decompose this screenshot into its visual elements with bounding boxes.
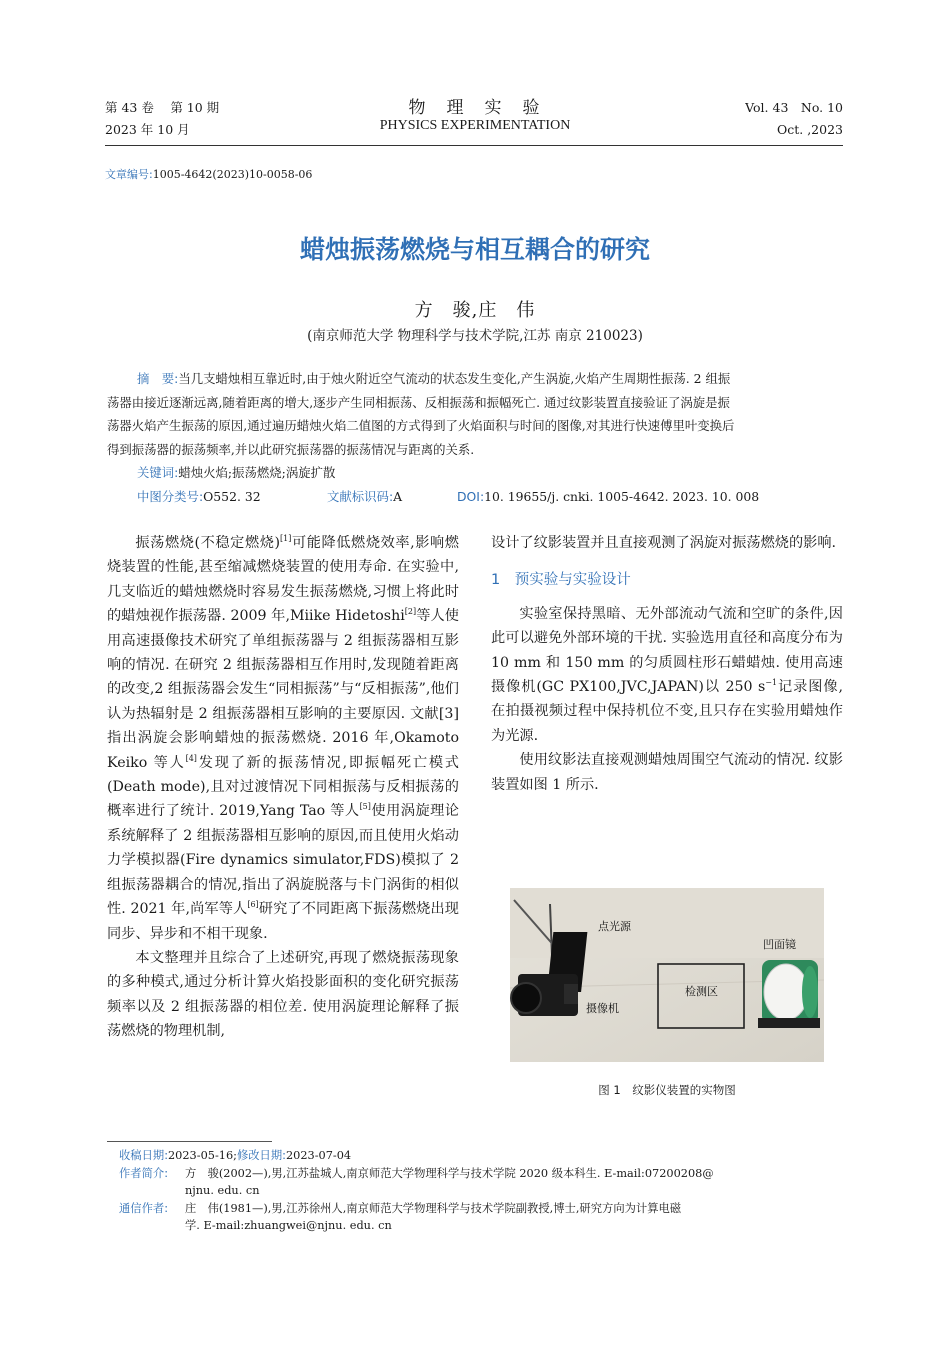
mirror-rim (802, 966, 818, 1018)
author-affiliation: (南京师范大学 物理科学与技术学院,江苏 南京 210023) (307, 328, 643, 344)
section-heading: 1 预实验与实验设计 (491, 572, 631, 589)
citation-ref: [1] (280, 534, 292, 543)
journal-date-en: Oct. ,2023 (776, 122, 843, 137)
citation-ref: [5] (359, 802, 371, 812)
abstract-line: 得到振荡器的振荡频率,并以此研究振荡器的振荡情况与距离的关系. (107, 441, 475, 457)
article-number-label: 文章编号: (105, 168, 153, 181)
label-concave-mirror: 凹面镜 (763, 938, 796, 951)
corresponding-author: 通信作者: 庄 伟(1981—),男,江苏徐州人,南京师范大学物理科学与技术学院副教授,博士,研究方向为计算电磁 学. E-mail:zhuangwei@njnu. edu. cn (119, 1201, 682, 1232)
keywords-label: 关键词: (137, 465, 179, 480)
received-dates: 收稿日期:2023-05-16;修改日期:2023-07-04 (119, 1149, 352, 1162)
footnote-rule (107, 1141, 272, 1142)
doc-code-value: A (393, 488, 403, 504)
citation-ref: [2] (404, 607, 417, 617)
author-bio: 作者简介: 方 骏(2002—),男,江苏盐城人,南京师范大学物理科学与技术学院 2020 级本科生. E-mail:07200208@ njnu. edu. cn (119, 1166, 714, 1197)
journal-date-cn: 2023 年 10 月 (105, 122, 190, 137)
schlieren-apparatus-photo (510, 888, 824, 1062)
camera-grip (564, 984, 578, 1004)
body-paragraph: 使用纹影法直接观测蜡烛周围空气流动的情况. 纹影装置如图 1 所示. (491, 752, 843, 793)
label-detection-zone: 检测区 (685, 985, 718, 998)
classification-row (107, 485, 847, 509)
abstract-line: 荡器由接近逐渐远离,随着距离的增大,逐步产生同相振荡、反相振荡和振幅死亡. 通过纹影装置直接验证了涡旋是振 (107, 394, 730, 410)
journal-name-cn: 物 理 实 验 (408, 98, 542, 118)
footnotes (119, 1147, 843, 1235)
journal-volume-issue: 第 43 卷 第 10 期 (105, 100, 220, 115)
mirror-base (758, 1018, 820, 1028)
clc-value: O552. 32 (203, 488, 261, 504)
right-column (491, 531, 843, 797)
left-column (107, 531, 459, 1044)
abstract-line: 当几支蜡烛相互靠近时,由于烛火附近空气流动的状态发生变化,产生涡旋,火焰产生周期性振荡. 2 组振 (178, 371, 731, 386)
figure-caption: 图 1 纹影仪装置的实物图 (598, 1083, 736, 1097)
abstract-label: 摘 要: (137, 371, 179, 386)
header-rule (105, 145, 843, 146)
intro-paragraph: 本文整理并且综合了上述研究,再现了燃烧振荡现象的多种模式,通过分析计算火焰投影面积的变化研究振荡频率以及 2 组振荡器的相位差. 使用涡旋理论解释了振荡燃烧的物理机制, (107, 949, 459, 1040)
journal-name-en: PHYSICS EXPERIMENTATION (379, 118, 571, 133)
journal-volume-en: Vol. 43 No. 10 (745, 100, 843, 115)
author-names: 方 骏,庄 伟 (414, 300, 536, 321)
abstract-line: 荡器火焰产生振荡的原因,通过遍历蜡烛火焰二值图的方式得到了火焰面积与时间的图像,对其进行快速傅里叶变换后 (107, 418, 735, 433)
abstract (107, 367, 847, 508)
camera-lens (511, 983, 541, 1013)
figure-photo (510, 888, 824, 1062)
label-camera: 摄像机 (586, 1002, 619, 1015)
citation-ref: [4] (185, 753, 197, 763)
continued-paragraph: 设计了纹影装置并且直接观测了涡旋对振荡燃烧的影响. (491, 535, 837, 551)
article-number (105, 166, 312, 182)
article-number-value: 1005-4642(2023)10-0058-06 (152, 168, 313, 181)
body-paragraph: 实验室保持黑暗、无外部流动气流和空旷的条件,因此可以避免外部环境的干扰. 实验选用直径和高度分布为 10 mm 和 150 mm 的匀质圆柱形石蜡蜡烛. 使用高速摄像机(GC PX100,JVC,JAPAN)以 250 $s^{-1}$记录图像,在拍摄视频过程中保持机位不变,且只存在实验用蜡烛作为光源. (491, 605, 844, 744)
doc-code-label: 文献标识码: (327, 488, 394, 504)
doi-value: 10. 19655/j. cnki. 1005-4642. 2023. 10. 008 (484, 488, 760, 504)
concave-mirror (764, 964, 808, 1020)
keywords-value: 蜡烛火焰;振荡燃烧;涡旋扩散 (178, 465, 336, 480)
unit-superscript: −1 (765, 678, 778, 688)
paper-title: 蜡烛振荡燃烧与相互耦合的研究 (299, 235, 650, 264)
intro-paragraph: 振荡燃烧(不稳定燃烧)[1]可能降低燃烧效率,影响燃烧装置的性能,甚至缩减燃烧装置的使用寿命. 在实验中,几支临近的蜡烛燃烧时容易发生振荡燃烧,习惯上将此时的蜡烛视作振荡器. 2009 年,Miike Hidetoshi[2]等人使用高速摄像技术研究了单组振荡器与 2 组振荡器相互影响的情况. 在研究 2 组振荡器相互作用时,发现随着距离的改变,2 组振荡器会发生“同相振荡”与“反相振荡”,他们认为热辐射是 2 组振荡器相互影响的主要原因. 文献[3]指出涡旋会影响蜡烛的振荡燃烧. 2016 年,Okamoto Keiko 等人[4]发现了新的振荡情况,即振幅死亡模式(Death mode),且对过渡情况下同相振荡与反相振荡的概率进行了统计. 2019,Yang Tao 等人[5]使用涡旋理论系统解释了 2 组振荡器相互影响的原因,而且使用火焰动力学模拟器(Fire dynamics simulator,FDS)模拟了 2 组振荡器耦合的情况,指出了涡旋脱落与卡门涡街的相似性. 2021 年,尚军等人[6]研究了不同距离下振荡燃烧出现同步、异步和不相干现象. (107, 534, 459, 942)
doi-label: DOI: (457, 488, 485, 504)
citation-ref: [6] (247, 900, 259, 910)
label-light-source: 点光源 (598, 920, 631, 933)
clc-label: 中图分类号: (137, 488, 204, 504)
